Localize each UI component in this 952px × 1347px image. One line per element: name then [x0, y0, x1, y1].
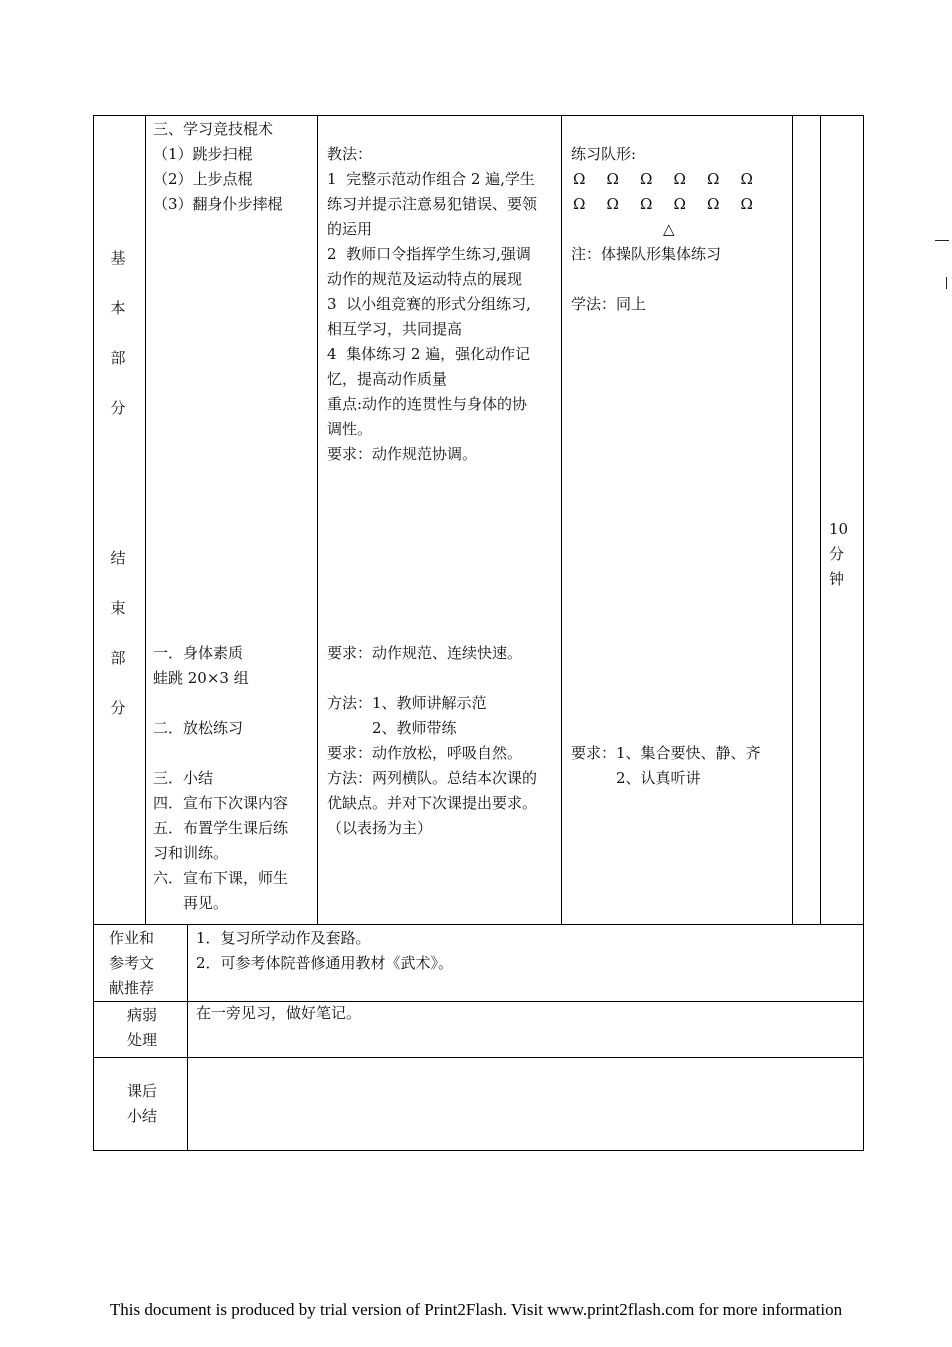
method-line: 方法：两列横队。总结本次课的 [327, 769, 538, 787]
content-line: （3）翻身仆步摔棍 [153, 195, 283, 213]
section-char: 分 [110, 699, 126, 717]
content-line: 一．身体素质 [153, 644, 244, 662]
formation-student-icon: Ω [740, 170, 753, 188]
method-line: 重点:动作的连贯性与身体的协 [327, 395, 528, 413]
formation-title: 练习队形: [571, 145, 637, 163]
formation-student-icon: Ω [707, 170, 720, 188]
formation-student-icon: Ω [606, 195, 619, 213]
method-line: 2 教师口令指挥学生练习,强调 [327, 245, 531, 263]
teacher-symbol: △ [663, 220, 675, 238]
time-value: 10 [829, 520, 849, 538]
section-char: 分 [110, 399, 126, 417]
formation-student-icon: Ω [606, 170, 619, 188]
method-line: 教法： [327, 145, 373, 163]
formation-student-icon: Ω [573, 170, 586, 188]
row-label: 处理 [127, 1031, 158, 1049]
content-line: 三、学习竞技棍术 [153, 120, 274, 138]
row-content: 2．可参考体院普修通用教材《武术》。 [196, 954, 454, 972]
section-char: 部 [110, 649, 126, 667]
study-method: 学法：同上 [571, 295, 647, 313]
method-line: 3 以小组竞赛的形式分组练习, [327, 295, 531, 313]
formation-student-icon: Ω [640, 170, 653, 188]
section-char: 本 [110, 299, 126, 317]
content-line: 再见。 [153, 894, 229, 912]
content-line: 三．小结 [153, 769, 214, 787]
content-line: 习和训练。 [153, 844, 229, 862]
section-char: 束 [110, 599, 126, 617]
time-unit: 分 [829, 545, 845, 563]
edge-mark [946, 277, 947, 289]
content-line: （1）跳步扫棍 [153, 145, 253, 163]
method-line: 要求：动作规范、连续快速。 [327, 644, 523, 662]
row-content: 在一旁见习，做好笔记。 [196, 1004, 362, 1022]
formation-student-icon: Ω [673, 170, 686, 188]
method-line: 1 完整示范动作组合 2 遍,学生 [327, 170, 535, 188]
formation-note: 注：体操队形集体练习 [571, 245, 722, 263]
row-label: 小结 [127, 1107, 158, 1125]
method-line: 优缺点。并对下次课提出要求。 [327, 794, 538, 812]
formation-student-icon: Ω [673, 195, 686, 213]
formation-student-icon: Ω [640, 195, 653, 213]
method-line: 要求：动作规范协调。 [327, 445, 478, 463]
method-line: （以表扬为主） [327, 819, 433, 837]
org-requirement: 要求：1、集合要快、静、齐 [571, 744, 761, 762]
section-char: 基 [110, 249, 126, 267]
section-char: 部 [110, 349, 126, 367]
row-label: 作业和 [109, 929, 155, 947]
edge-mark [935, 240, 949, 241]
formation-student-icon: Ω [573, 195, 586, 213]
method-line: 的运用 [327, 220, 373, 238]
content-line: 五．布置学生课后练 [153, 819, 289, 837]
row-content: 1．复习所学动作及套路。 [196, 929, 371, 947]
method-line: 动作的规范及运动特点的展现 [327, 270, 523, 288]
footer-notice: This document is produced by trial version of Print2Flash. Visit www.print2flash.com for more information [109, 1300, 843, 1319]
method-line: 2、教师带练 [327, 719, 457, 737]
content-line: （2）上步点棍 [153, 170, 253, 188]
content-line: 六．宣布下课，师生 [153, 869, 289, 887]
row-label: 献推荐 [109, 979, 155, 997]
time-unit: 钟 [829, 570, 845, 588]
method-line: 相互学习，共同提高 [327, 320, 463, 338]
content-line: 二．放松练习 [153, 719, 244, 737]
method-line: 方法：1、教师讲解示范 [327, 694, 487, 712]
org-requirement: 2、认真听讲 [571, 769, 701, 787]
method-line: 练习并提示注意易犯错误、要领 [327, 195, 538, 213]
row-label: 参考文 [109, 954, 155, 972]
formation-student-icon: Ω [707, 195, 720, 213]
section-char: 结 [110, 549, 126, 567]
content-line: 四．宣布下次课内容 [153, 794, 289, 812]
method-line: 要求：动作放松，呼吸自然。 [327, 744, 523, 762]
content-line: 蛙跳 20×3 组 [153, 669, 249, 687]
formation-student-icon: Ω [740, 195, 753, 213]
row-label: 病弱 [127, 1006, 158, 1024]
method-line: 调性。 [327, 420, 373, 438]
row-label: 课后 [127, 1082, 158, 1100]
method-line: 4 集体练习 2 遍，强化动作记 [327, 345, 531, 363]
method-line: 忆，提高动作质量 [327, 370, 448, 388]
